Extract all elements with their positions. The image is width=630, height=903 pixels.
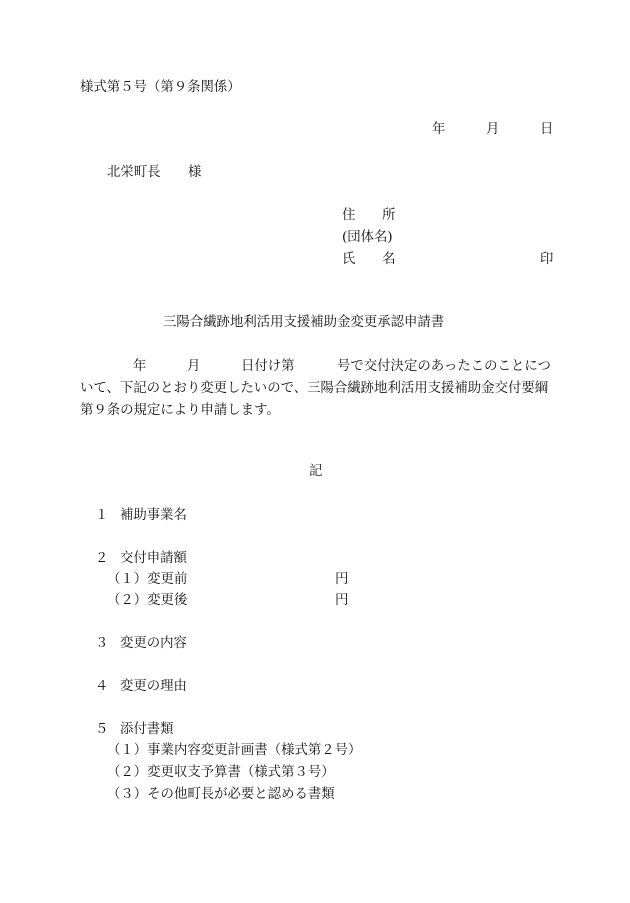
note-heading: 記	[309, 464, 323, 479]
yen-unit: 円	[335, 572, 349, 587]
item-label: 交付申請額	[120, 551, 187, 566]
body-month: 月	[187, 359, 201, 374]
sub-item-label: 事業内容変更計画書（様式第２号）	[147, 743, 362, 758]
sub-item-label: その他町長が必要と認める書類	[147, 787, 335, 802]
body-line1-text: 号で交付決定のあったこのことにつ	[337, 359, 551, 374]
item-number: ５	[95, 722, 109, 737]
attachment-budget	[107, 765, 335, 781]
sub-item-before-change	[107, 572, 187, 588]
document-title: 三陽合繊跡地利活用支援補助金変更承認申請書	[163, 315, 445, 330]
name-label: 氏 名	[342, 252, 396, 267]
sub-item-number: （２）	[107, 765, 148, 780]
item-number: ４	[95, 679, 109, 694]
body-line3-text: 第９条の規定により申請します。	[80, 403, 280, 418]
date-year: 年	[432, 122, 446, 137]
sub-item-number: （２）	[107, 593, 148, 608]
seal-mark: 印	[540, 252, 554, 267]
item-grant-amount	[95, 551, 187, 567]
sub-item-number: （１）	[107, 743, 148, 758]
item-label: 添付書類	[120, 722, 174, 737]
organization-label: (団体名)	[342, 230, 393, 245]
address-label: 住 所	[342, 208, 396, 223]
body-day-number: 日付け第	[241, 359, 295, 374]
sub-item-number: （１）	[107, 572, 148, 587]
sub-item-label: 変更収支予算書（様式第３号）	[147, 765, 335, 780]
item-number: ２	[95, 551, 109, 566]
date-month: 月	[486, 122, 500, 137]
item-label: 補助事業名	[120, 508, 187, 523]
item-attachments	[95, 722, 174, 738]
sub-item-number: （３）	[107, 787, 148, 802]
attachment-plan	[107, 743, 361, 759]
item-number: ３	[95, 636, 109, 651]
addressee-honorific: 様	[188, 165, 202, 180]
item-label: 変更の理由	[120, 679, 187, 694]
sub-item-after-change	[107, 593, 187, 609]
item-label: 変更の内容	[120, 636, 187, 651]
date-day: 日	[540, 122, 554, 137]
addressee-name: 北栄町長	[107, 165, 161, 180]
item-change-reason	[95, 679, 187, 695]
item-change-content	[95, 636, 187, 652]
attachment-other	[107, 787, 335, 803]
sub-item-label: 変更後	[147, 593, 188, 608]
sub-item-label: 変更前	[147, 572, 188, 587]
form-number: 様式第５号（第９条関係）	[80, 80, 241, 95]
body-year: 年	[133, 359, 147, 374]
yen-unit: 円	[335, 593, 349, 608]
body-line2-text: いて、下記のとおり変更したいので、三陽合繊跡地利活用支援補助金交付要綱	[80, 381, 549, 396]
item-number: １	[95, 508, 109, 523]
item-project-name	[95, 508, 187, 524]
